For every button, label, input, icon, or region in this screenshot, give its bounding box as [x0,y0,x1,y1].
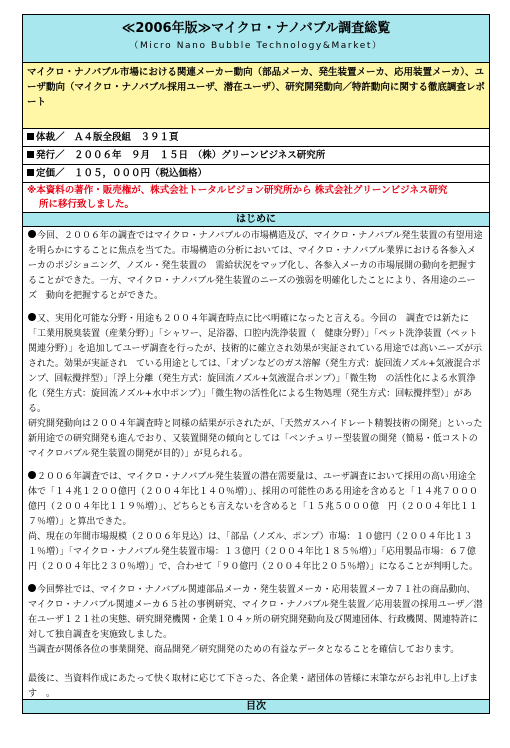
square-bullet-icon [27,151,34,158]
bullet-icon [28,313,36,321]
intro-paragraph: 今回、２００６年の調査ではマイクロ・ナノバブルの市場構造及び、マイクロ・ナノバブル発生装置の有望用途を明らかにすることに焦点を当てた。市場構造の分析においては、マイクロ・ナノバブル業界における各参入メーカのポジショニング、ノズル・発生装置の 需給状況をマップ化し、各参入メーカの市場展開の動向を把握することができた。一方、マイクロ・ナノバブル発生装置のニーズの強弱を明確化したことにより、各用途のニーズ 動向を把握するとができた。 [28,231,483,301]
document-title: ≪2006年版≫マイクロ・ナノバブル調査総覧 [121,21,391,36]
intro-paragraph: ２００６年調査では、マイクロ・ナノバブル発生装置の潜在需要量は、ユーザ調査において採用の高い用途全体で「１４兆１２００億円（２００４年比１４０％増）」、採用の可能性のある用途を含めると「１４兆７０００億円（２００４年比１１９％増）」、どちらとも言えないを含めると「１５兆５０００億 円（２００４年比１１７％増）」と算出できた。 尚、現在の年間市場規模（２００６年見込）は、「部品（ノズル、ポンプ）市場：１０億円（２００４年比１３１％増）」「マイクロ・ナノバブル発生装置市場：１３億円（２００４年比１８５％増）」「応用製品市場：６７億円（２００４年比２３０％増）」で、合わせて「９０億円（２００４年比２０５％増）」になることが判明した。 [28,472,479,572]
title-block [23,15,489,63]
square-bullet-icon [27,169,34,176]
square-bullet-icon [27,133,34,140]
document-subtitle: （Micro Nano Bubble Technology&Market） [129,41,383,51]
intro-paragraph: 又、実用化可能な分野・用途も２００４年調査時点に比べ明確になったと言える。今回の 調査では新たに「工業用脱臭装置（産業分野）」「シャワー、足浴器、口腔内洗浄装置（ 健康分野）」「ペット洗浄装置（ペット関連分野）」を追加してユーザ調査を行ったが、技術的に確立され効果が実証されている用途では高いニーズが示された。効果が実証され ている用途としては、「オゾンなどのガス溶解（発生方式：旋回流ノズル+気液混合ポンプ、回転攪拌型）」「浮上分離（発生方式：旋回流ノズル+気液混合ポンプ）」「微生物 の活性化による水質浄化（発生方式：旋回流ノズル+水中ポンプ）」「微生物の活性化による生物処理（発生方式：回転攪拌型）」がある。 研究開発動向は２００４年調査時と同様の結果が示されたが、「天然ガスハイドレート精製技術の開発」といった新用途での研究開発も進んでおり、又装置開発の傾向としては「ベンチュリー型装置の開発（簡易・低コストのマイクロバブル発生装置の開発が目的）」が見られる。 [28,314,483,459]
bullet-icon [28,230,36,238]
spec-price: 定価／ １０５，０００円（税込価格） [23,165,489,182]
document-page [22,14,490,714]
bullet-icon [28,471,36,479]
intro-body [23,227,489,748]
bullet-icon [28,584,36,592]
rights-transfer-notice: ※本資料の著作・販売権が、株式会社トータルビジョン研究所から 株式会社グリーンビジネス研究 所に移行致しました。 [23,182,489,213]
spec-format: 体裁／ Ａ４版全段組 ３９１頁 [23,129,489,147]
intro-paragraph: 今回弊社では、マイクロ・ナノバブル関連部品メーカ・発生装置メーカ・応用装置メーカ７１社の商品動向、マイクロ・ナノバブル関連メーカ６５社の事例研究、マイクロ・ナノバブル発生装置／応用装置の採用ユーザ／潜在ユーザ１２１社の実態、研究開発機関・企業１０４ヶ所の研究開発動向及び関連団体、行政機関、関連特許に対して独自調査を実施致しました。 当調査が関係各位の事業開発、商品開発／研究開発のための有益なデータとなることを確信しております。 最後に、当資料作成にあたって快く取材に応じて下さった、各企業・諸団体の皆様に末筆ながらお礼申し上げます 。 [28,585,483,699]
report-summary: マイクロ・ナノバブル市場における関連メーカー動向（部品メーカ、発生装置メーカ、応用装置メーカ）、ユーザ動向（マイクロ・ナノバブル採用ユーザ、潜在ユーザ）、研究開発動向／特許動向に関する徹底調査レポート [23,63,489,129]
spec-publication: 発行／ ２００６年 ９月 １５日 （株）グリーンビジネス研究所 [23,147,489,165]
intro-heading: はじめに [23,213,489,227]
toc-heading: 目次 [23,699,489,713]
